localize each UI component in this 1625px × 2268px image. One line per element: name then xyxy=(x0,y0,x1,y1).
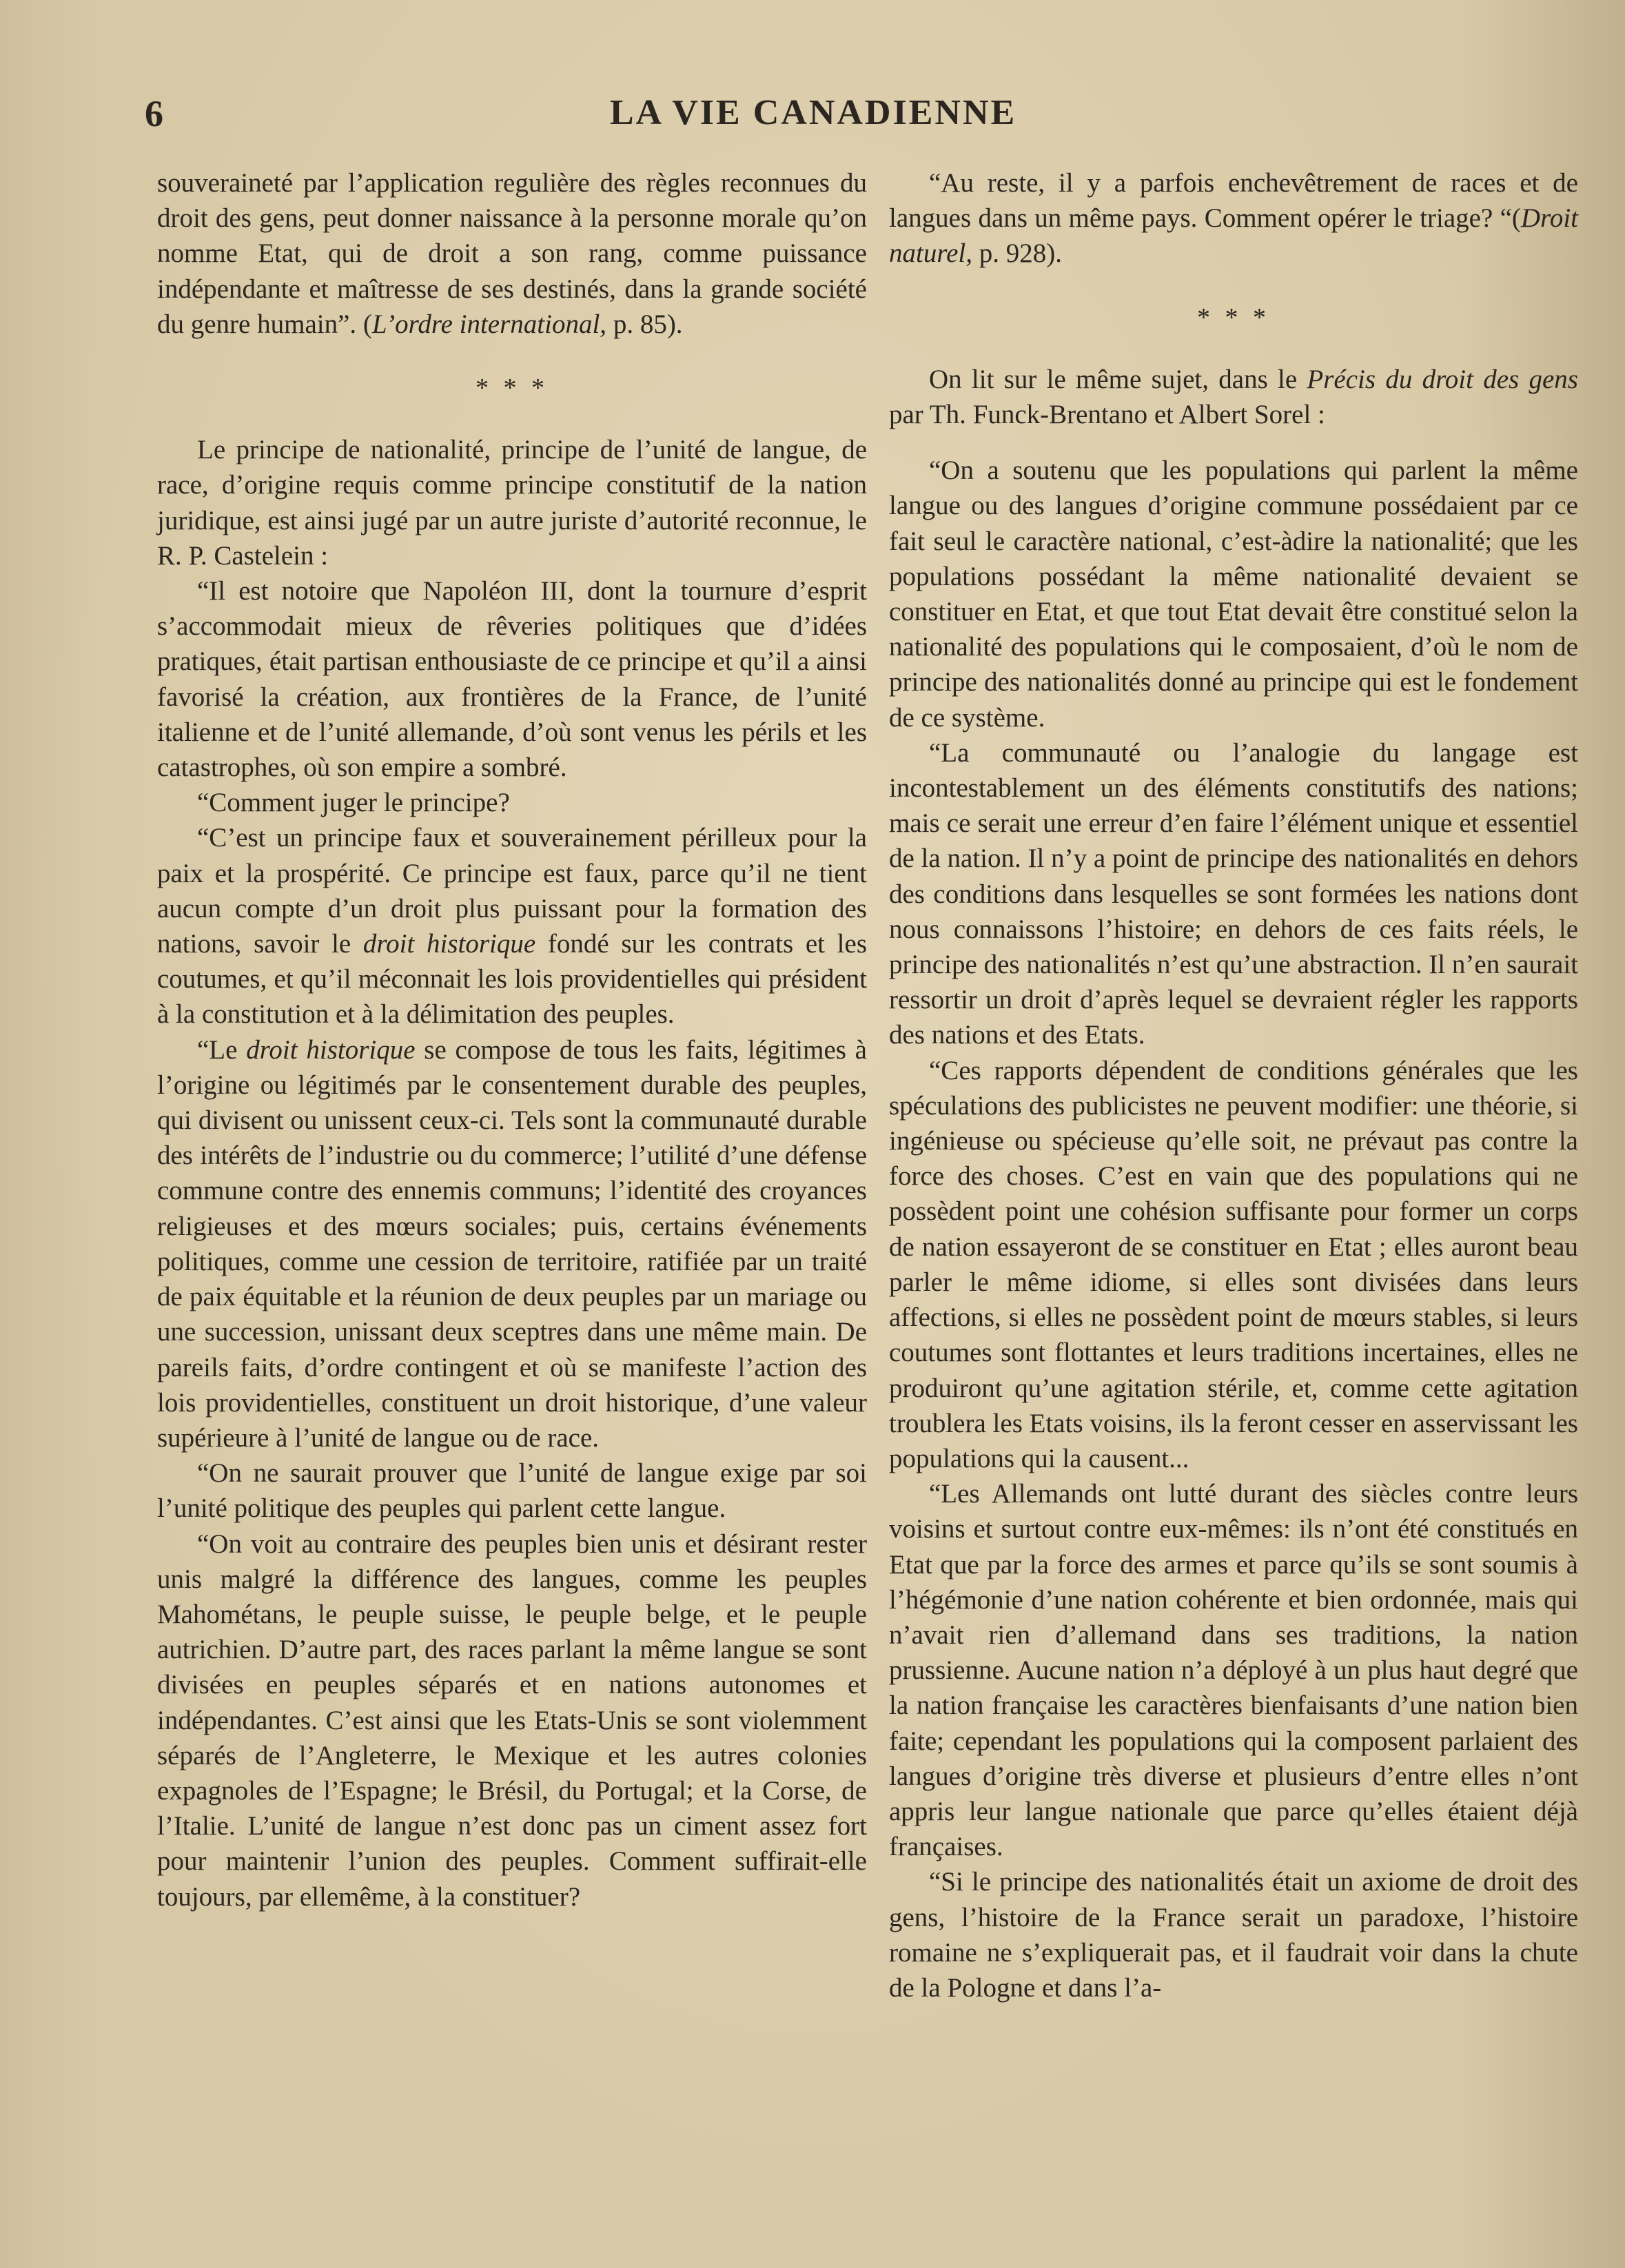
right-column xyxy=(889,165,1578,2005)
page-number: 6 xyxy=(145,93,164,134)
citation-title: Droit naturel, xyxy=(889,203,1578,269)
left-column xyxy=(157,165,867,1914)
paragraph: “On ne saurait prouver que l’unité de langue exige par soi l’unité politique des peuples qui parlent cette langue. xyxy=(157,1458,867,1524)
section-separator: * * * xyxy=(476,374,549,403)
paragraph: “On a soutenu que les populations qui parlent la même langue ou des langues d’origine commune possédaient par ce fait seul le caractère national, c’est-àdire la nationalité; que les populations possédant la même nationalité devaient se constituer en Etat, et que tout Etat devait être constitué selon la nationalité des populations qui le composaient, d’où le nom de principe des nationalités donné au principe qui est le fondement de ce système. xyxy=(889,456,1578,733)
paragraph: “Il est notoire que Napoléon III, dont la tournure d’esprit s’accommodait mieux de rêveries politiques que d’idées pratiques, était partisan enthousiaste de ce principe et qu’il a ainsi favorisé la création, aux frontières de la France, de l’unité italienne et de l’unité allemande, d’où sont venus les périls et les catastrophes, où son empire a sombré. xyxy=(157,576,867,783)
running-title: LA VIE CANADIENNE xyxy=(609,93,1017,132)
paragraph: “La communauté ou l’analogie du langage est incontestablement un des éléments constitutifs des nations; mais ce serait une erreur d’en faire l’élément unique et essentiel de la nation. Il n’y a point de principe des nationalités en dehors des conditions dans lesquelles se sont formées les nations dont nous connaissons l’histoire; en dehors de ces faits réels, le principe des nationalités n’est qu’une abstraction. Il n’en saurait ressortir un droit d’après lequel se devraient régler les rapports des nations et des Etats. xyxy=(889,737,1578,1050)
paragraph: “Le droit historique se compose de tous les faits, légitimes à l’origine ou légitimés par le consentement durable des peuples, qui divisent ou unissent ceux-ci. Tels sont la communauté durable des intérêts de l’industrie ou du commerce; l’utilité d’une défense commune contre des ennemis communs; l’identité des croyances religieuses et des mœurs sociales; puis, certains événements politiques, comme une cession de territoire, ratifiée par un traité de paix équitable et la réunion de deux peuples par un mariage ou une succession, unissant deux sceptres dans une même main. De pareils faits, d’ordre contingent et où se manifeste l’action des lois providentielles, constituent un droit historique, d’une valeur supérieure à l’unité de langue ou de race. xyxy=(157,1034,867,1453)
paragraph: “Au reste, il y a parfois enchevêtrement de races et de langues dans un même pays. Comment opérer le triage? “(Droit naturel, p. 928). xyxy=(889,168,1578,269)
paragraph: “On voit au contraire des peuples bien unis et désirant rester unis malgré la différence des langues, comme les peuples Mahométans, le peuple suisse, le peuple belge, et le peuple autrichien. D’autre part, des races parlant la même langue se sont divisées en peuples séparés et en nations autonomes et indépendantes. C’est ainsi que les Etats-Unis se sont violemment séparés de l’Angleterre, le Mexique et les autres colonies expagnoles de l’Espagne; le Brésil, du Portugal; et la Corse, de l’Italie. L’unité de langue n’est donc pas un ciment assez fort pour maintenir l’union des peuples. Comment suffirait-elle toujours, par ellemême, à la constituer? xyxy=(157,1529,867,1912)
paragraph: “C’est un principe faux et souverainement périlleux pour la paix et la prospérité. Ce principe est faux, parce qu’il ne tient aucun compte d’un droit plus puissant pour la formation des nations, savoir le droit historique fondé sur les contrats et les coutumes, et qu’il méconnait les lois providentielles qui président à la constitution et à la délimitation des peuples. xyxy=(157,823,867,1030)
paragraph: “Comment juger le principe? xyxy=(197,788,510,818)
paragraph: souveraineté par l’application regulière des règles reconnues du droit des gens, peut donner naissance à la personne morale qu’on nomme Etat, qui de droit a son rang, comme puissance indépendante et maîtresse de ses destinés, dans la grande société du genre humain”. (L’ordre international, p. 85). xyxy=(157,168,867,339)
section-separator: * * * xyxy=(1197,303,1270,332)
citation-title: L’ordre international, xyxy=(371,309,607,339)
italic-term: droit historique xyxy=(362,929,536,959)
book-title: Précis du droit des gens xyxy=(1307,364,1578,394)
paragraph: On lit sur le même sujet, dans le Précis du droit des gens par Th. Funck-Brentano et Albert Sorel : xyxy=(889,364,1578,430)
paragraph: “Si le principe des nationalités était un axiome de droit des gens, l’histoire de la France serait un paradoxe, l’histoire romaine ne s’expliquerait pas, et il faudrait voir dans la chute de la Pologne et dans l’a- xyxy=(889,1867,1578,2003)
paragraph: “Les Allemands ont lutté durant des siècles contre leurs voisins et surtout contre eux-mêmes: ils n’ont été constitués en Etat que par la force des armes et parce qu’ils se sont soumis à l’hégémonie d’une nation cohérente et bien ordonnée, mais qui n’avait rien d’allemand dans ses traditions, la nation prussienne. Aucune nation n’a déployé à un plus haut degré que la nation française les caractères bienfaisants d’une nation bien faite; cependant les populations qui la composent parlaient des langues d’origine très diverse et plusieurs d’entre elles n’ont appris leur langue nationale que parce qu’elles étaient déjà françaises. xyxy=(889,1479,1578,1862)
paragraph: “Ces rapports dépendent de conditions générales que les spéculations des publicistes ne peuvent modifier: une théorie, si ingénieuse ou spécieuse qu’elle soit, ne prévaut pas contre la force des choses. C’est en vain que des populations qui ne possèdent point une cohésion suffisante pour former un corps de nation essayeront de se constituer en Etat ; elles auront beau parler le même idiome, si elles sont divisées dans leurs affections, si elles ne possèdent point de mœurs stables, si leurs coutumes sont flottantes et leurs traditions incertaines, elles ne produiront qu’une agitation stérile, et, comme cette agitation troublera les Etats voisins, ils la feront cesser en asservissant les populations qui la causent... xyxy=(889,1055,1578,1473)
paragraph: Le principe de nationalité, principe de l’unité de langue, de race, d’origine requis comme principe constitutif de la nation juridique, est ainsi jugé par un autre juriste d’autorité reconnue, le R. P. Castelein : xyxy=(157,435,867,571)
page-header xyxy=(145,92,1482,147)
italic-term: droit historique xyxy=(246,1034,416,1065)
